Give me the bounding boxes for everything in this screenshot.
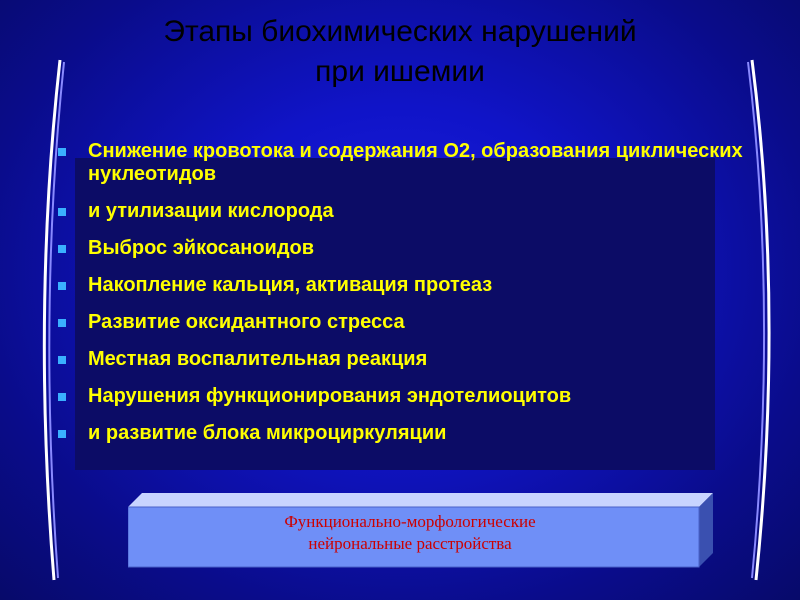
square-bullet-icon xyxy=(58,430,66,438)
bullet-item xyxy=(58,274,778,297)
slide-title-line-1: Этапы биохимических нарушений xyxy=(163,15,637,48)
bullet-text: и развитие блока микроциркуляции xyxy=(88,422,447,444)
square-bullet-icon xyxy=(58,148,66,156)
bullet-item xyxy=(58,200,778,223)
square-bullet-icon xyxy=(58,282,66,290)
bullet-item xyxy=(58,422,778,445)
square-bullet-icon xyxy=(58,356,66,364)
summary-box-line-1: Функционально-морфологические xyxy=(284,512,536,531)
bullet-text: Накопление кальция, активация протеаз xyxy=(88,274,493,296)
bullet-item xyxy=(58,348,778,371)
bullet-text: и утилизации кислорода xyxy=(88,200,334,222)
bullet-text: Местная воспалительная реакция xyxy=(88,348,428,370)
square-bullet-icon xyxy=(58,393,66,401)
bullet-item xyxy=(58,311,778,334)
summary-box xyxy=(128,493,713,568)
bullet-text: Развитие оксидантного стресса xyxy=(88,311,405,333)
bullet-text: Снижение кровотока и содержания О2, образования циклических нуклеотидов xyxy=(88,140,743,185)
square-bullet-icon xyxy=(58,319,66,327)
bullet-text: Выброс эйкосаноидов xyxy=(88,237,315,259)
slide-title xyxy=(0,12,800,92)
bullet-list xyxy=(58,140,778,459)
square-bullet-icon xyxy=(58,245,66,253)
summary-box-line-2: нейрональные расстройства xyxy=(308,534,512,553)
slide-title-line-2: при ишемии xyxy=(315,55,485,88)
summary-box-text xyxy=(128,511,692,555)
bullet-text: Нарушения функционирования эндотелиоцитов xyxy=(88,385,572,407)
bullet-item xyxy=(58,385,778,408)
square-bullet-icon xyxy=(58,208,66,216)
bullet-item xyxy=(58,237,778,260)
bullet-item xyxy=(58,140,778,186)
